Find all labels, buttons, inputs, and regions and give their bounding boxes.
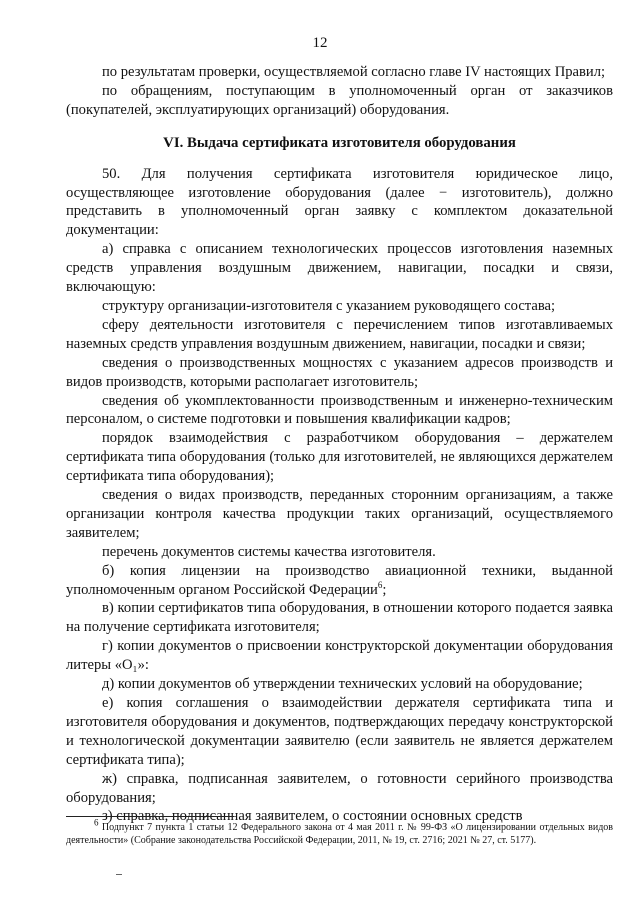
footnote-text: Подпункт 7 пункта 1 статьи 12 Федерального закона от 4 мая 2011 г. № 99-ФЗ «О лицензировании отдельных видов деятельности» (Собрание законодательства Российской Федерации, 2011, № 19, ст. 2716; 2021 № 27, ст. 5177). bbox=[66, 822, 613, 847]
paragraph: перечень документов системы качества изготовителя. bbox=[102, 543, 436, 560]
paragraph: сферу деятельности изготовителя с перечислением типов изготавливаемых наземных средств управления воздушным движением, навигации, посадки и связи; bbox=[66, 316, 613, 352]
footnote-divider bbox=[66, 816, 234, 817]
paragraph: сведения о производственных мощностях с указанием адресов производств и видов производств, которыми располагает изготовитель; bbox=[66, 354, 613, 390]
paragraph-item-d: д) копии документов об утверждении технических условий на оборудование; bbox=[102, 676, 583, 693]
paragraph-item-zh: ж) справка, подписанная заявителем, о готовности серийного производства оборудования; bbox=[66, 770, 613, 806]
paragraph-item-z: з) справка, подписанная заявителем, о состоянии основных средств bbox=[102, 808, 523, 825]
paragraph: структуру организации-изготовителя с указанием руководящего состава; bbox=[102, 297, 556, 314]
paragraph-item-e: е) копия соглашения о взаимодействии держателя сертификата типа и изготовителя оборудования и документов, подтверждающих передачу конструкторской и технологической документации заявителю (если заявитель не является держателем сертификата типа); bbox=[66, 695, 613, 768]
page-number: 12 bbox=[312, 35, 328, 51]
footnote-marker: 6 bbox=[94, 817, 99, 828]
paragraph: сведения об укомплектованности производственным и инженерно-техническим персоналом, о системе подготовки и повышения квалификации кадров; bbox=[66, 392, 613, 428]
paragraph: порядок взаимодействия с разработчиком оборудования – держателем сертификата типа оборудования (только для изготовителей, не являющихся держателем сертификата типа оборудования); bbox=[66, 430, 613, 485]
paragraph-item-b bbox=[66, 562, 613, 600]
section-heading: VI. Выдача сертификата изготовителя оборудования bbox=[163, 134, 516, 151]
footnote bbox=[66, 817, 613, 848]
paragraph-item-v: в) копии сертификатов типа оборудования, в отношении которого подается заявка на получение сертификата изготовителя; bbox=[66, 600, 613, 636]
paragraph-tail: ; bbox=[382, 581, 387, 598]
paragraph: по результатам проверки, осуществляемой согласно главе IV настоящих Правил; bbox=[102, 64, 606, 80]
scan-mark bbox=[116, 874, 122, 875]
paragraph: сведения о видах производств, переданных сторонним организациям, а также организации контроля качества продукции таких организаций, осуществляемого заявителем; bbox=[66, 487, 613, 541]
footnote-reference[interactable]: 6 bbox=[377, 579, 383, 590]
document-body bbox=[66, 63, 613, 826]
paragraph-50: 50. Для получения сертификата изготовителя юридическое лицо, осуществляющее изготовление оборудования (далее − изготовитель), должно представить в уполномоченный орган заявку с комплектом доказательной документации: bbox=[66, 165, 613, 239]
paragraph: по обращениям, поступающим в уполномоченный орган от заказчиков (покупателей, эксплуатирующих организаций) оборудования. bbox=[66, 82, 613, 118]
paragraph-text: б) копия лицензии на производство авиационной техники, выданной уполномоченным органом Российской Федерации bbox=[66, 562, 613, 598]
paragraph-item-g: г) копии документов о присвоении конструкторской документации оборудования литеры «О₁»: bbox=[66, 638, 613, 674]
paragraph-item-a: а) справка с описанием технологических процессов изготовления наземных средств управления воздушным движением, навигации, посадки и связи, включающую: bbox=[66, 241, 613, 296]
